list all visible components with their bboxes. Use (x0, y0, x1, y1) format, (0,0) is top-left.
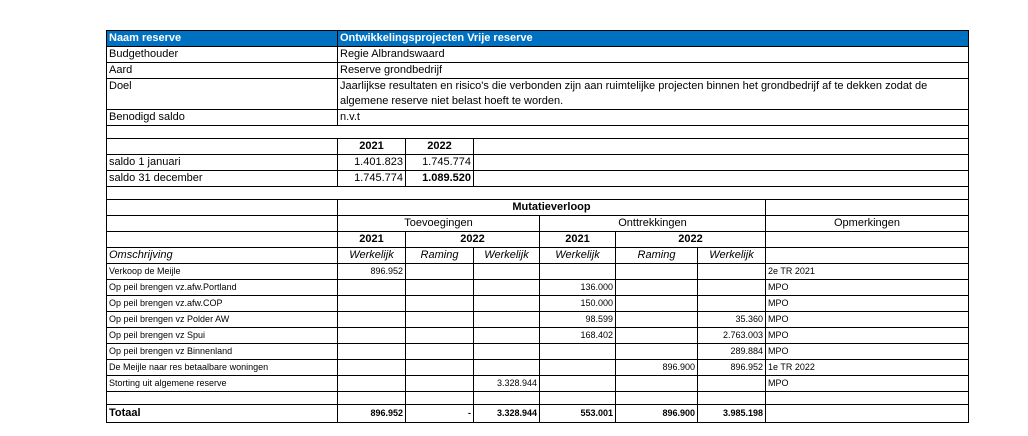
mutatie-value (338, 344, 406, 360)
mutatie-value (616, 328, 698, 344)
spacer-row (107, 392, 969, 405)
mutatie-value (616, 312, 698, 328)
mutatie-value (540, 376, 616, 392)
werkelijk-header: Werkelijk (698, 248, 766, 264)
mutatie-value: 136.000 (540, 280, 616, 296)
mutatie-row (107, 296, 969, 312)
info-value: Reserve grondbedrijf (338, 63, 969, 79)
mutatie-opmerking: 1e TR 2022 (766, 360, 969, 376)
mutatie-value (406, 264, 474, 280)
totaal-row (107, 405, 969, 423)
info-label: Budgethouder (107, 47, 338, 63)
totaal-value: 896.900 (616, 405, 698, 423)
werkelijk-header: Werkelijk (338, 248, 406, 264)
mutatie-value (616, 376, 698, 392)
mutatie-value (406, 344, 474, 360)
saldo-row (107, 171, 969, 187)
raming-header: Raming (616, 248, 698, 264)
info-row (107, 47, 969, 63)
mutatie-value (406, 360, 474, 376)
mutatie-value: 168.402 (540, 328, 616, 344)
mutatie-value: 98.599 (540, 312, 616, 328)
mutatie-value (338, 280, 406, 296)
mutatie-value (338, 360, 406, 376)
year-2022: 2022 (616, 232, 766, 248)
mutatie-value (406, 328, 474, 344)
mutatie-value (698, 296, 766, 312)
mutatie-value (616, 264, 698, 280)
mutatie-value (698, 280, 766, 296)
mutatie-opmerking: 2e TR 2021 (766, 264, 969, 280)
onttrekkingen-header: Onttrekkingen (540, 216, 766, 232)
mutatie-value (616, 296, 698, 312)
mutatie-value (474, 264, 540, 280)
saldo-year: 2021 (338, 139, 406, 155)
mutatie-value: 2.763.003 (698, 328, 766, 344)
opmerkingen-header: Opmerkingen (766, 216, 969, 232)
mutatie-value (338, 312, 406, 328)
mutatie-value (338, 296, 406, 312)
omschrijving-header: Omschrijving (107, 248, 338, 264)
mutatie-title-row (107, 200, 969, 216)
mutatie-opmerking: MPO (766, 376, 969, 392)
spacer-row (107, 187, 969, 200)
totaal-value: 3.328.944 (474, 405, 540, 423)
mutatie-desc: Op peil brengen vz Spui (107, 328, 338, 344)
mutatie-value (698, 264, 766, 280)
info-value: Regie Albrandswaard (338, 47, 969, 63)
totaal-value: 553.001 (540, 405, 616, 423)
mutatie-desc: De Meijle naar res betaalbare woningen (107, 360, 338, 376)
totaal-label: Totaal (107, 405, 338, 423)
mutatie-value (474, 360, 540, 376)
mutatie-row (107, 280, 969, 296)
reserve-table (106, 30, 969, 423)
mutatie-value (616, 344, 698, 360)
mutatie-value (698, 376, 766, 392)
mutatie-value (338, 376, 406, 392)
header-label: Naam reserve (107, 31, 338, 47)
mutatie-value: 896.900 (616, 360, 698, 376)
mutatie-value: 150.000 (540, 296, 616, 312)
mutatie-desc: Op peil brengen vz.afw.COP (107, 296, 338, 312)
mutatie-row (107, 328, 969, 344)
saldo-row (107, 155, 969, 171)
mutatie-value: 35.360 (698, 312, 766, 328)
mutatie-value (406, 376, 474, 392)
mutatie-opmerking: MPO (766, 312, 969, 328)
spacer-row (107, 126, 969, 139)
mutatie-subheader-row (107, 248, 969, 264)
mutatie-value: 3.328.944 (474, 376, 540, 392)
saldo-value: 1.401.823 (338, 155, 406, 171)
reserve-sheet (106, 30, 968, 423)
year-2021: 2021 (540, 232, 616, 248)
header-row (107, 31, 969, 47)
mutatie-value (540, 360, 616, 376)
mutatie-row (107, 344, 969, 360)
mutatie-value (616, 280, 698, 296)
mutatie-opmerking: MPO (766, 296, 969, 312)
year-2022: 2022 (406, 232, 540, 248)
mutatie-row (107, 360, 969, 376)
mutatie-value (474, 344, 540, 360)
mutatie-opmerking: MPO (766, 328, 969, 344)
mutatie-value (406, 296, 474, 312)
info-value: Jaarlijkse resultaten en risico's die verbonden zijn aan ruimtelijke projecten binnen het grondbedrijf af te dekken zodat de algemene reserve niet belast hoeft te worden. (338, 79, 969, 110)
saldo-value: 1.745.774 (406, 155, 474, 171)
raming-header: Raming (406, 248, 474, 264)
mutatie-value (474, 328, 540, 344)
mutatie-value (406, 312, 474, 328)
mutatie-opmerking: MPO (766, 280, 969, 296)
saldo-value: 1.089.520 (406, 171, 474, 187)
werkelijk-header: Werkelijk (474, 248, 540, 264)
mutatie-value (474, 296, 540, 312)
saldo-label: saldo 1 januari (107, 155, 338, 171)
mutatie-desc: Op peil brengen vz Binnenland (107, 344, 338, 360)
mutatie-value: 896.952 (698, 360, 766, 376)
totaal-opmerking (766, 405, 969, 423)
mutatie-value (540, 344, 616, 360)
info-row (107, 110, 969, 126)
info-row (107, 79, 969, 110)
mutatie-desc: Verkoop de Meijle (107, 264, 338, 280)
saldo-year-row (107, 139, 969, 155)
mutatie-value: 289.884 (698, 344, 766, 360)
info-label: Aard (107, 63, 338, 79)
mutatie-value (474, 280, 540, 296)
mutatie-value (474, 312, 540, 328)
info-row (107, 63, 969, 79)
mutatie-desc: Op peil brengen vz Polder AW (107, 312, 338, 328)
info-value: n.v.t (338, 110, 969, 126)
totaal-value: 3.985.198 (698, 405, 766, 423)
mutatie-group-row (107, 216, 969, 232)
mutatie-desc: Op peil brengen vz.afw.Portland (107, 280, 338, 296)
mutatie-row (107, 312, 969, 328)
header-value: Ontwikkelingsprojecten Vrije reserve (338, 31, 969, 47)
mutatie-year-row (107, 232, 969, 248)
mutatie-value (406, 280, 474, 296)
saldo-year: 2022 (406, 139, 474, 155)
toevoegingen-header: Toevoegingen (338, 216, 540, 232)
info-label: Benodigd saldo (107, 110, 338, 126)
saldo-value: 1.745.774 (338, 171, 406, 187)
mutatie-value: 896.952 (338, 264, 406, 280)
mutatie-title: Mutatieverloop (338, 200, 766, 216)
totaal-value: 896.952 (338, 405, 406, 423)
info-label: Doel (107, 79, 338, 110)
mutatie-value (540, 264, 616, 280)
mutatie-row (107, 376, 969, 392)
mutatie-desc: Storting uit algemene reserve (107, 376, 338, 392)
totaal-value: - (406, 405, 474, 423)
year-2021: 2021 (338, 232, 406, 248)
saldo-label: saldo 31 december (107, 171, 338, 187)
mutatie-value (338, 328, 406, 344)
werkelijk-header: Werkelijk (540, 248, 616, 264)
mutatie-opmerking: MPO (766, 344, 969, 360)
mutatie-row (107, 264, 969, 280)
